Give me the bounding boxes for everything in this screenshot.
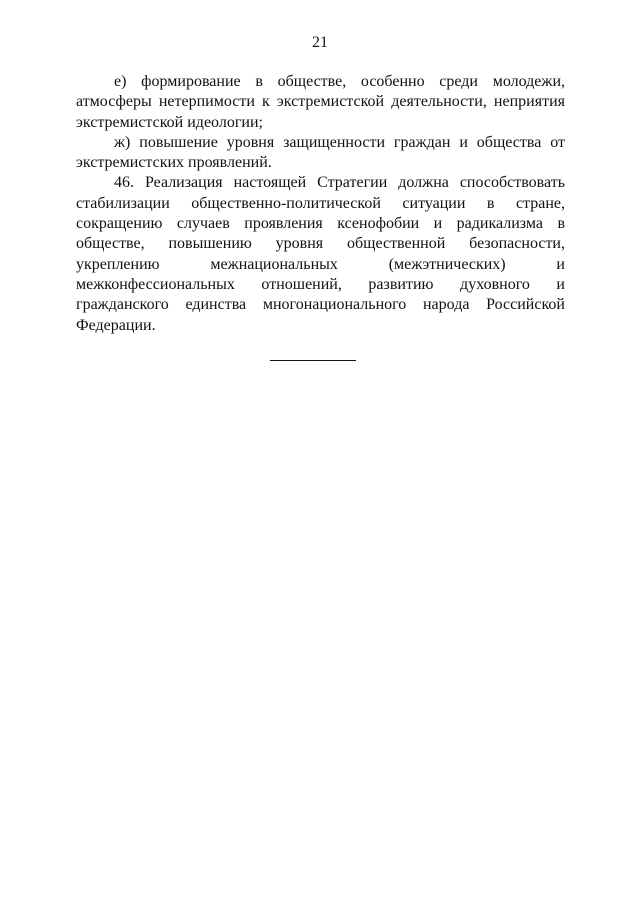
page-number: 21 <box>312 34 328 51</box>
paragraph-item-zh: ж) повышение уровня защищенности граждан и общества от экстремистских проявлений. <box>76 133 565 172</box>
document-body <box>76 72 565 336</box>
paragraph-46: 46. Реализация настоящей Стратегии должна способствовать стабилизации общественно-политической ситуации в стране, сокращению случаев проявления ксенофобии и радикализма в обществе, повышению уровня общественной безопасности, укреплению межнациональных (межэтнических) и межконфессиональных отношений, развитию духовного и гражданского единства многонационального народа Российской Федерации. <box>76 174 565 334</box>
paragraph-item-e: е) формирование в обществе, особенно среди молодежи, атмосферы нетерпимости к экстремистской деятельности, неприятия экстремистской идеологии; <box>76 73 565 131</box>
end-of-text-rule <box>270 360 356 361</box>
